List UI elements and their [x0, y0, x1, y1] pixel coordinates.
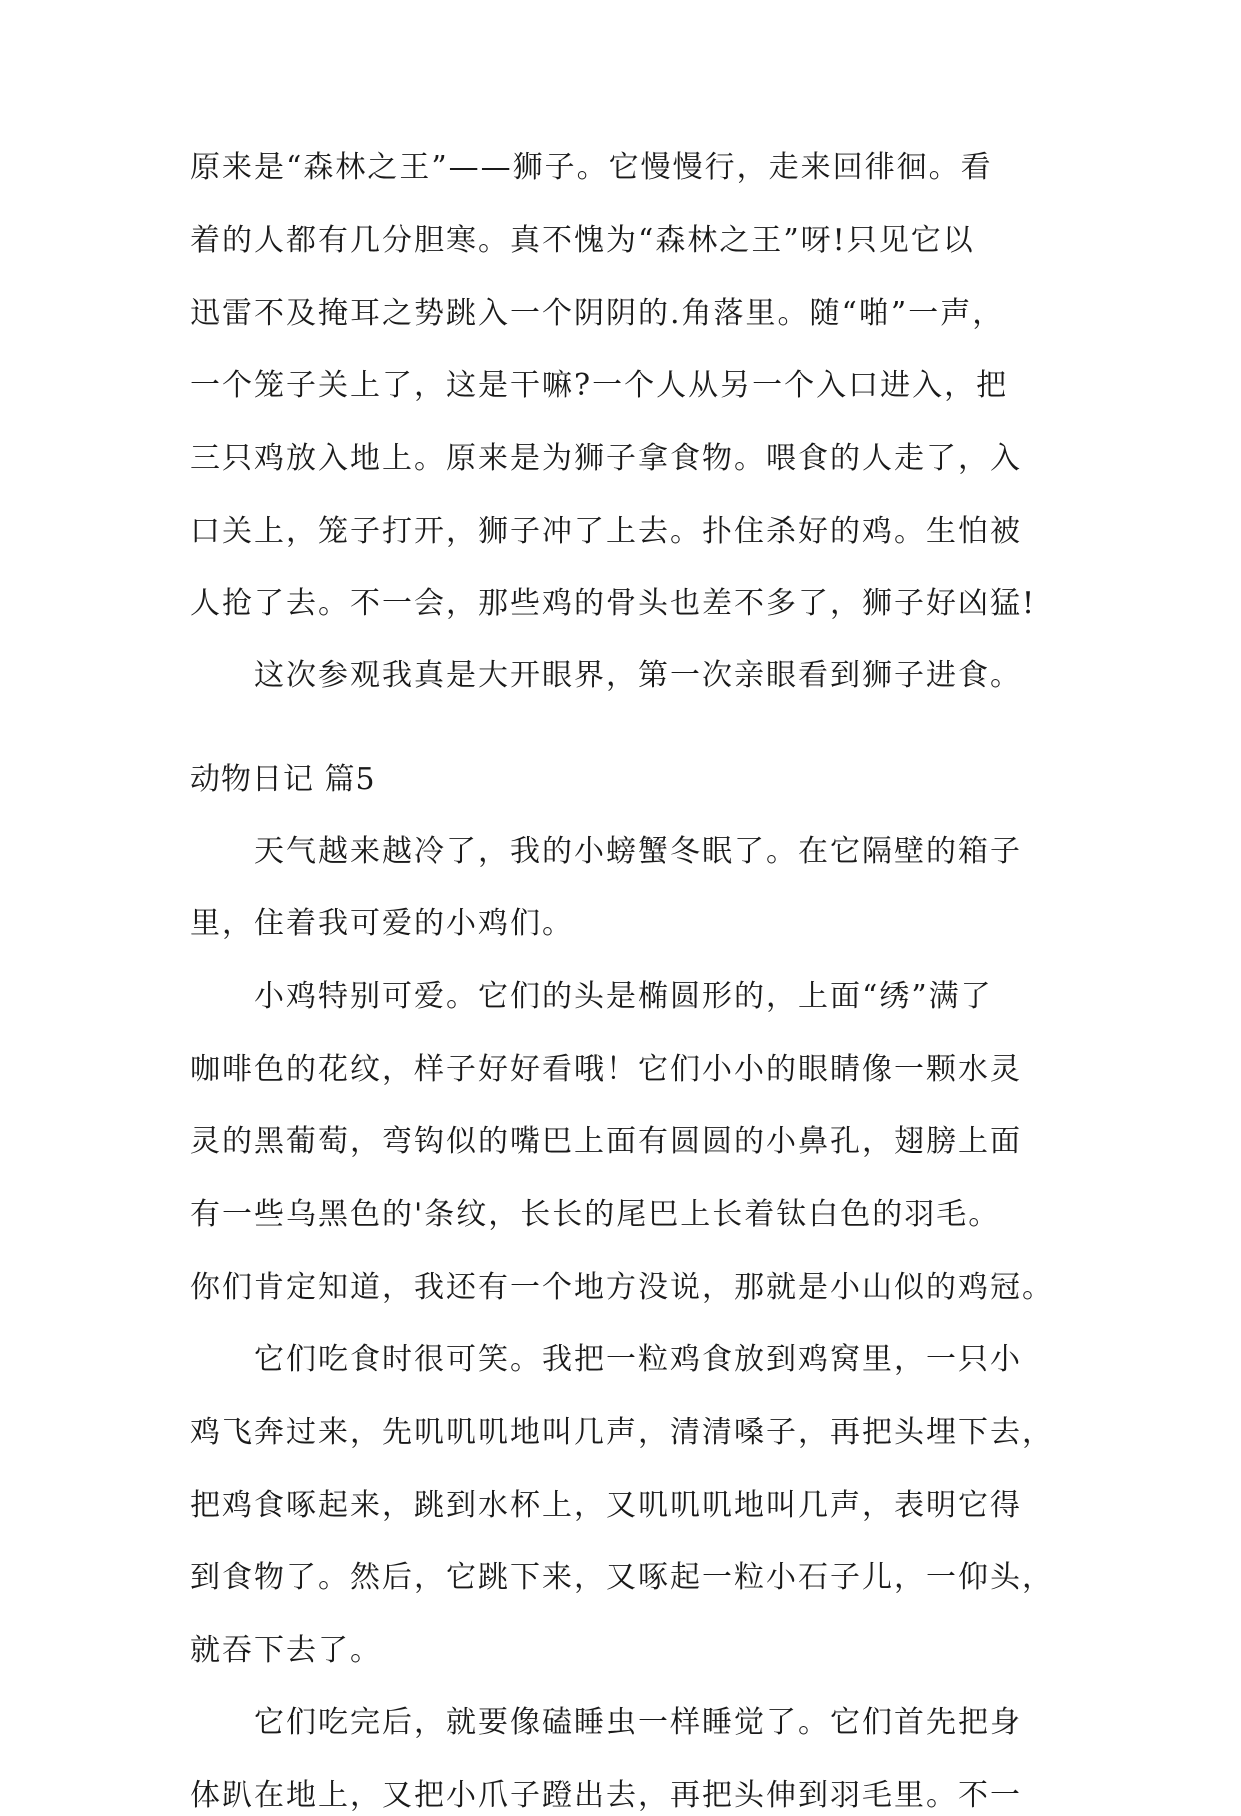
text-line: 一个笼子关上了，这是干嘛?一个人从另一个入口进入，把 [190, 368, 1009, 403]
text-line: 它们吃食时很可笑。我把一粒鸡食放到鸡窝里，一只小 [254, 1342, 1022, 1377]
text-line: 到食物了。然后，它跳下来，又啄起一粒小石子儿，一仰头， [190, 1560, 1054, 1595]
text-line: 里，住着我可爱的小鸡们。 [190, 906, 574, 941]
text-line: 你们肯定知道，我还有一个地方没说，那就是小山似的鸡冠。 [190, 1270, 1054, 1305]
text-line: 就吞下去了。 [190, 1633, 382, 1668]
text-line: 迅雷不及掩耳之势跳入一个阴阴的.角落里。随“啪”一声， [190, 296, 1005, 331]
section-heading: 动物日记 篇5 [190, 762, 376, 797]
text-line: 小鸡特别可爱。它们的头是椭圆形的，上面“绣”满了 [254, 979, 993, 1014]
text-line: 鸡飞奔过来，先叽叽叽地叫几声，清清嗓子，再把头埋下去， [190, 1415, 1054, 1450]
text-line: 体趴在地上，又把小爪子蹬出去，再把头伸到羽毛里。不一 [190, 1778, 1022, 1813]
text-line: 有一些乌黑色的'条纹，长长的尾巴上长着钛白色的羽毛。 [190, 1197, 1001, 1232]
text-line: 口关上，笼子打开，狮子冲了上去。扑住杀好的鸡。生怕被 [190, 514, 1022, 549]
text-line: 原来是“森林之王”——狮子。它慢慢行，走来回徘徊。看 [190, 150, 993, 185]
text-line: 人抢了去。不一会，那些鸡的骨头也差不多了，狮子好凶猛! [190, 586, 1037, 621]
text-line: 它们吃完后，就要像磕睡虫一样睡觉了。它们首先把身 [254, 1705, 1022, 1740]
text-line: 这次参观我真是大开眼界，第一次亲眼看到狮子进食。 [254, 658, 1022, 693]
text-line: 三只鸡放入地上。原来是为狮子拿食物。喂食的人走了，入 [190, 441, 1022, 476]
text-line: 着的人都有几分胆寒。真不愧为“森林之王”呀!只见它以 [190, 223, 975, 258]
text-line: 咖啡色的花纹，样子好好看哦！它们小小的眼睛像一颗水灵 [190, 1052, 1022, 1087]
text-line: 灵的黑葡萄，弯钩似的嘴巴上面有圆圆的小鼻孔，翅膀上面 [190, 1124, 1022, 1159]
text-line: 把鸡食啄起来，跳到水杯上，又叽叽叽地叫几声，表明它得 [190, 1488, 1022, 1523]
text-line: 天气越来越冷了，我的小螃蟹冬眠了。在它隔壁的箱子 [254, 834, 1022, 869]
